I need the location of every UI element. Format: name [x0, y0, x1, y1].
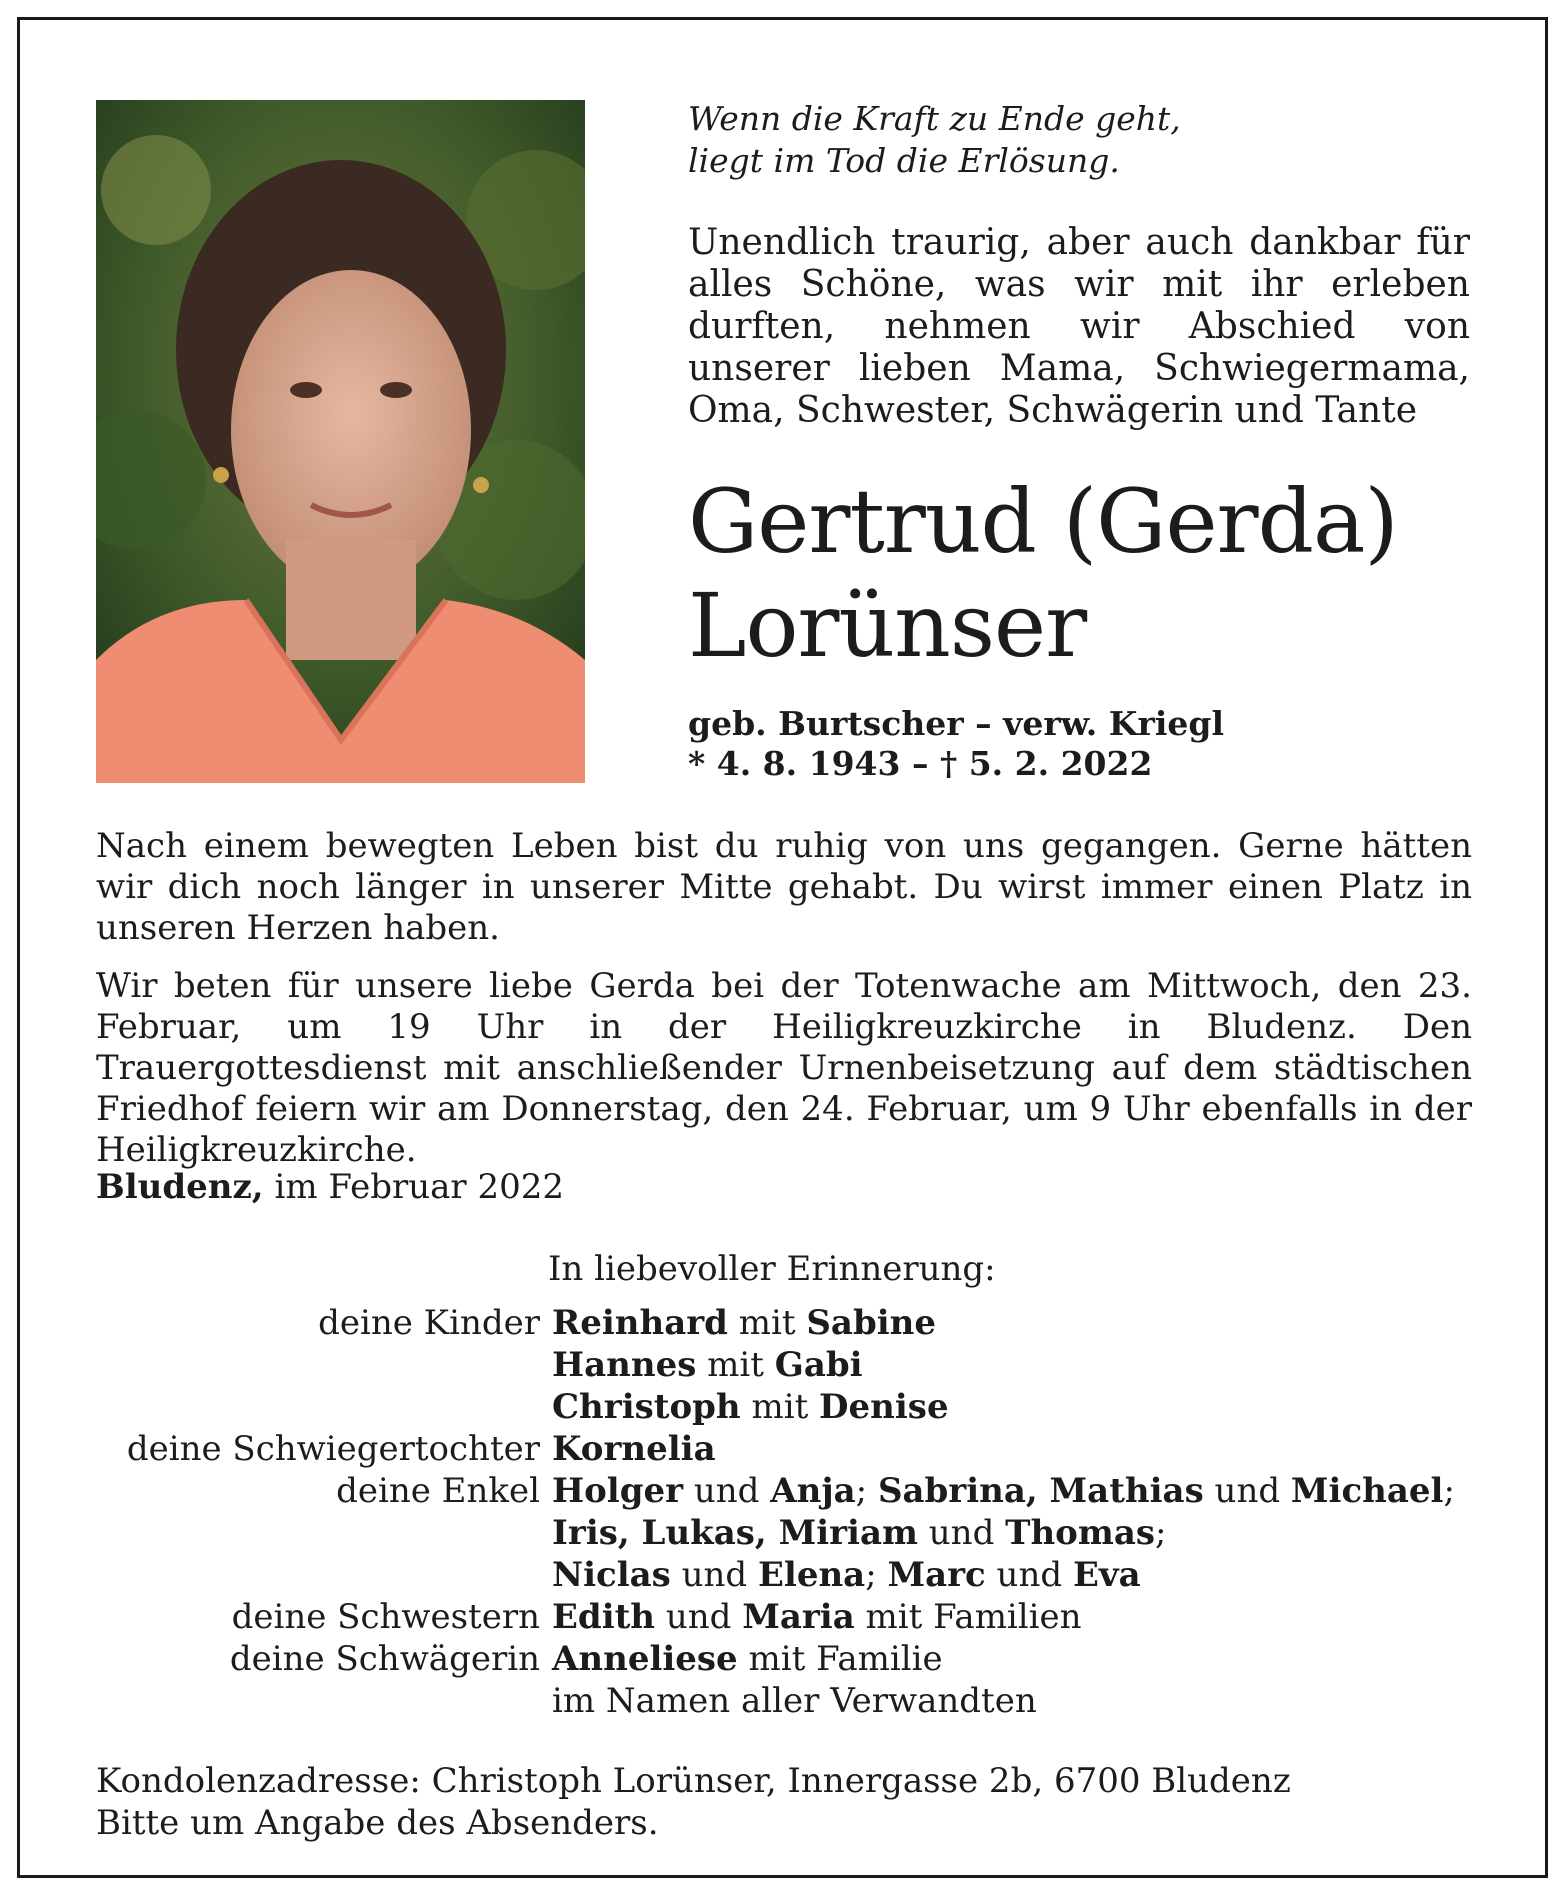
survivor-names	[552, 1554, 1520, 1596]
survivor-connector: und	[655, 1597, 743, 1637]
survivor-name: Marc	[887, 1555, 986, 1595]
motto-line-2: liegt im Tod die Erlösung.	[688, 141, 1120, 180]
survivor-name: Edith	[552, 1597, 656, 1637]
survivor-names	[552, 1470, 1520, 1512]
survivor-connector: im Namen aller Verwandten	[552, 1681, 1037, 1721]
survivor-row	[60, 1344, 1520, 1386]
survivor-row	[60, 1302, 1520, 1344]
life-dates: * 4. 8. 1943 – † 5. 2. 2022	[688, 744, 1153, 783]
survivor-name: Michael	[1290, 1471, 1444, 1511]
survivor-names	[552, 1596, 1520, 1638]
memory-heading: In liebevoller Erinnerung:	[548, 1249, 996, 1289]
deceased-name	[688, 470, 1470, 678]
motto-line-1: Wenn die Kraft zu Ende geht,	[688, 99, 1181, 138]
survivor-connector: und	[1203, 1471, 1291, 1511]
survivor-names	[552, 1638, 1520, 1680]
survivor-name: Holger	[552, 1471, 684, 1511]
survivor-names	[552, 1428, 1520, 1470]
survivor-name: Gabi	[774, 1345, 863, 1385]
survivor-names	[552, 1680, 1520, 1722]
survivor-relation: deine Schwiegertochter	[126, 1429, 540, 1469]
survivor-names	[552, 1386, 1520, 1428]
survivor-name: Elena	[757, 1555, 866, 1595]
place-date	[96, 1167, 1472, 1208]
survivor-connector: ;	[1155, 1513, 1167, 1553]
survivor-connector: mit Familien	[854, 1597, 1082, 1637]
survivor-name: Sabine	[806, 1303, 936, 1343]
sender-note: Bitte um Angabe des Absenders.	[96, 1803, 659, 1843]
survivor-connector: mit	[740, 1387, 820, 1427]
survivor-name: Denise	[819, 1387, 949, 1427]
survivor-name: Iris, Lukas, Miriam	[552, 1513, 918, 1553]
survivor-connector: mit Familie	[737, 1639, 943, 1679]
survivor-relation: deine Enkel	[336, 1471, 540, 1511]
survivor-connector: und	[683, 1471, 771, 1511]
survivor-name: Thomas	[1005, 1513, 1156, 1553]
motto-quote	[688, 98, 1470, 182]
survivor-name: Anja	[770, 1471, 856, 1511]
survivor-name: Sabrina, Mathias	[877, 1471, 1204, 1511]
survivor-names	[552, 1344, 1520, 1386]
survivor-relation	[60, 1344, 552, 1386]
survivor-row	[60, 1638, 1520, 1680]
name-line-1: Gertrud (Gerda)	[688, 470, 1398, 573]
survivor-name: Kornelia	[552, 1429, 716, 1469]
survivor-connector: und	[985, 1555, 1073, 1595]
intro-paragraph: Unendlich traurig, aber auch dankbar für alles Schöne, was wir mit ihr erleben durften, nehmen wir Abschied von unserer lieben Mama, Schwiegermama, Oma, Schwester, Schwägerin und Tante	[688, 222, 1470, 431]
survivor-row	[60, 1596, 1520, 1638]
survivor-name: Reinhard	[552, 1303, 728, 1343]
life-details	[688, 704, 1470, 784]
survivor-relation	[60, 1554, 552, 1596]
survivor-name: Maria	[742, 1597, 855, 1637]
survivor-relation	[60, 1512, 552, 1554]
maiden-name: geb. Burtscher – verw. Kriegl	[688, 704, 1224, 743]
condolence-address: Kondolenzadresse: Christoph Lorünser, Innergasse 2b, 6700 Bludenz	[96, 1761, 1291, 1801]
survivor-name: Niclas	[552, 1555, 671, 1595]
name-line-2: Lorünser	[688, 574, 1087, 677]
survivor-connector: mit	[696, 1345, 775, 1385]
survivor-name: Anneliese	[552, 1639, 738, 1679]
survivors-list	[60, 1302, 1520, 1722]
survivor-row	[60, 1512, 1520, 1554]
survivor-relation: deine Kinder	[318, 1303, 540, 1343]
condolence-footer	[96, 1760, 1291, 1844]
survivor-relation: deine Schwägerin	[229, 1639, 540, 1679]
portrait-photo	[96, 100, 585, 783]
survivor-row	[60, 1386, 1520, 1428]
paragraph-2: Wir beten für unsere liebe Gerda bei der Totenwache am Mittwoch, den 23. Februar, um 19 Uhr in der Heiligkreuzkirche in Bludenz. Den Trauergottesdienst mit anschließender Urnenbeisetzung auf dem städtischen Friedhof feiern wir am Donnerstag, den 24. Februar, um 9 Uhr ebenfalls in der Heiligkreuzkirche.	[96, 966, 1472, 1170]
survivor-row	[60, 1470, 1520, 1512]
place-city: Bludenz,	[96, 1167, 264, 1207]
survivor-row	[60, 1428, 1520, 1470]
survivor-row	[60, 1554, 1520, 1596]
survivor-row	[60, 1680, 1520, 1722]
paragraph-1: Nach einem bewegten Leben bist du ruhig von uns gegangen. Gerne hätten wir dich noch länger in unserer Mitte gehabt. Du wirst immer einen Platz in unseren Herzen haben.	[96, 826, 1472, 948]
survivor-connector: und	[670, 1555, 758, 1595]
survivor-name: Christoph	[552, 1387, 741, 1427]
survivor-names	[552, 1302, 1520, 1344]
survivor-name: Hannes	[552, 1345, 697, 1385]
survivor-connector: ;	[865, 1555, 888, 1595]
survivor-relation: deine Schwestern	[231, 1597, 540, 1637]
survivor-name: Eva	[1072, 1555, 1141, 1595]
survivor-names	[552, 1512, 1520, 1554]
survivor-connector: ;	[1443, 1471, 1455, 1511]
survivor-relation	[60, 1386, 552, 1428]
survivor-connector: ;	[855, 1471, 878, 1511]
survivor-relation	[60, 1680, 552, 1722]
place-date-text: im Februar 2022	[274, 1167, 565, 1207]
survivor-connector: mit	[727, 1303, 807, 1343]
survivor-connector: und	[917, 1513, 1006, 1553]
